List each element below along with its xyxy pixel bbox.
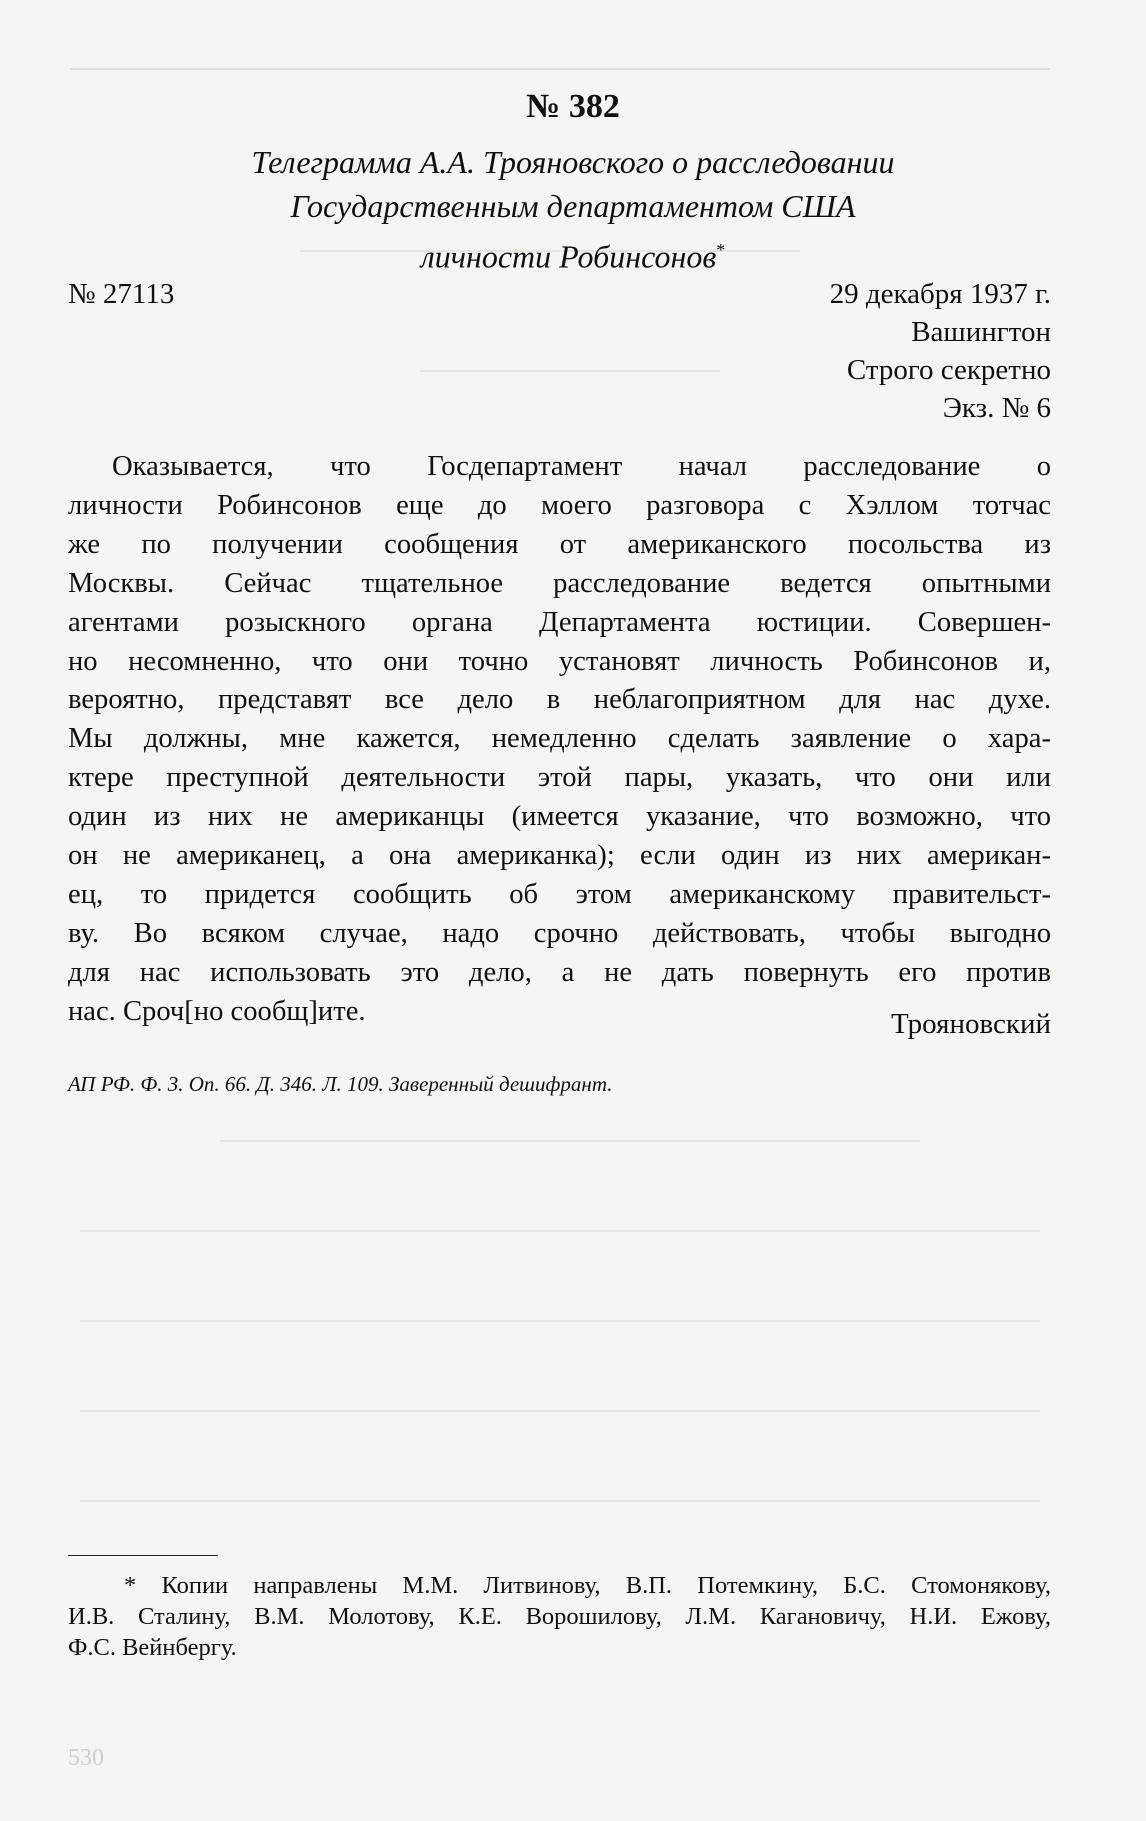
body-line: для нас использовать это дело, а не дать повернуть его против <box>68 956 1051 988</box>
reference-number: № 27113 <box>68 278 175 310</box>
body-line: Мы должны, мне кажется, немедленно сделать заявление о хара- <box>68 723 1051 755</box>
page-number: 530 <box>68 1745 104 1771</box>
footnote-line: * Копии направлены М.М. Литвинову, В.П. Потемкину, Б.С. Стомонякову, <box>124 1572 1051 1599</box>
signature: Трояновский <box>891 1008 1051 1040</box>
body-line: личности Робинсонов еще до моего разговора с Хэллом тотчас <box>68 489 1051 521</box>
title-line-text: личности Робинсонов <box>420 238 717 275</box>
title-line: Государственным департаментом США <box>290 188 856 224</box>
footnote-divider <box>68 1555 218 1556</box>
document-place: Вашингтон <box>911 316 1051 348</box>
document-date: 29 декабря 1937 г. <box>829 278 1051 310</box>
body-line: ву. Во всяком случае, надо срочно действовать, чтобы выгодно <box>68 917 1051 949</box>
footnote-line: Ф.С. Вейнбергу. <box>68 1634 237 1661</box>
title-line: Телеграмма А.А. Трояновского о расследовании <box>251 144 895 180</box>
document-title <box>150 140 996 279</box>
copy-number: Экз. № 6 <box>942 392 1051 424</box>
telegram-body <box>68 448 1051 1032</box>
title-line <box>150 228 996 279</box>
body-line: он не американец, а она американка); если один из них американ- <box>68 840 1051 872</box>
body-line: ктере преступной деятельности этой пары, указать, что они или <box>68 762 1051 794</box>
body-line: Оказывается, что Госдепартамент начал расследование о <box>112 451 1051 482</box>
body-line: же по получении сообщения от американского посольства из <box>68 528 1051 560</box>
body-line: Москвы. Сейчас тщательное расследование ведется опытными <box>68 567 1051 599</box>
body-line: ец, то придется сообщить об этом американскому правительст- <box>68 878 1051 910</box>
title-footnote-mark: * <box>716 240 726 260</box>
archive-source: АП РФ. Ф. 3. Оп. 66. Д. 346. Л. 109. Заверенный дешифрант. <box>68 1072 613 1096</box>
classification-label: Строго секретно <box>846 354 1051 386</box>
footnote-line: И.В. Сталину, В.М. Молотову, К.Е. Ворошилову, Л.М. Кагановичу, Н.И. Ежову, <box>68 1603 1051 1630</box>
body-line: агентами розыскного органа Департамента юстиции. Совершен- <box>68 606 1051 638</box>
document-number: № 382 <box>526 88 620 125</box>
footnote <box>68 1570 1051 1663</box>
body-line: один из них не американцы (имеется указание, что возможно, что <box>68 801 1051 833</box>
body-line: вероятно, представят все дело в неблагоприятном для нас духе. <box>68 684 1051 716</box>
body-line: но несомненно, что они точно установят личность Робинсонов и, <box>68 645 1051 677</box>
body-line: нас. Сроч[но сообщ]ите. <box>68 995 366 1027</box>
